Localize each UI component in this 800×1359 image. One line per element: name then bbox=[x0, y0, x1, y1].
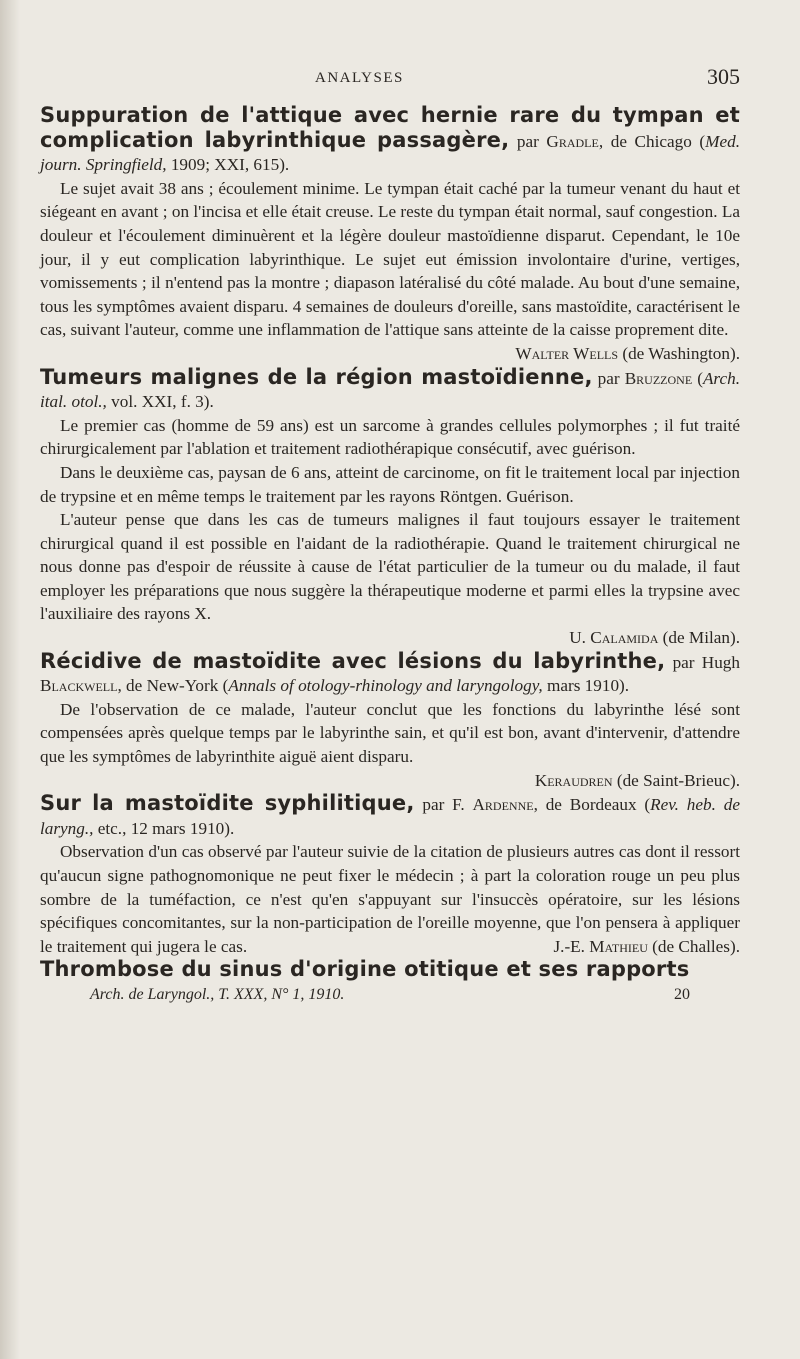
reviewer-signature bbox=[40, 626, 740, 650]
reviewer-place: (de Washington). bbox=[618, 343, 740, 363]
byline-prefix: par bbox=[509, 131, 547, 151]
article-heading bbox=[40, 104, 740, 177]
source-text: ( bbox=[692, 368, 703, 388]
reviewer-place: (de Challes). bbox=[647, 936, 740, 956]
byline-prefix: par Hugh bbox=[665, 652, 740, 672]
source-text: , de Bordeaux ( bbox=[533, 795, 651, 815]
reviewer-name: J.-E. Mathieu bbox=[553, 936, 648, 956]
page-header bbox=[40, 64, 740, 92]
article-heading bbox=[40, 792, 740, 840]
journal-title: Med. journ. Springfield, bbox=[40, 131, 740, 175]
paragraph: Le sujet avait 38 ans ; écoulement minime. Le tympan était caché par la tumeur venant du haut et siégeant en avant ; on l'incisa et elle était creuse. Le reste du tympan était normal, sauf congestion. La douleur et l'écoulement diminuèrent et la légère douleur mastoïdienne disparut. Cependant, le 10e jour, il y eut complication labyrinthique. Le sujet eut émission involontaire d'urine, vertiges, vomissements ; il n'entend pas la montre ; diapason latéralisé du côté malade. Au bout d'une semaine, tous les symptômes avaient disparu. 4 semaines de douleurs d'oreille, sans mastoïdite, caractérisent le cas, suivant l'auteur, comme une inflammation de l'attique sans atteinte de la caisse proprement dite. bbox=[40, 178, 740, 340]
source-text: , de New-York ( bbox=[117, 676, 229, 696]
source-text: , de Chicago ( bbox=[598, 131, 706, 151]
paragraph: De l'observation de ce malade, l'auteur conclut que les fonctions du labyrinthe lésé sont compensées après quelque temps par le labyrinthe sain, et qu'il est bon, avant d'intervenir, d'attendre que les symptômes de labyrinthite aiguë aient disparu. bbox=[40, 699, 740, 767]
author-name: Ardenne bbox=[472, 795, 534, 815]
page-footer bbox=[40, 983, 740, 1007]
page-edge-shadow bbox=[0, 0, 20, 1359]
reviewer-place: (de Milan). bbox=[658, 628, 740, 648]
signature-mark: 20 bbox=[674, 985, 690, 1003]
paragraph: L'auteur pense que dans les cas de tumeurs malignes il faut toujours essayer le traitement chirurgical quand il est possible en l'aidant de la radiothérapie. Quand le traitement chirurgical ne nous donne pas d'espoir de réussite à cause de l'état particulier de la tumeur ou du malade, il faut employer les préparations que nous suggère la thérapeutique moderne et parmi elles la trypsine avec l'auxiliaire des rayons X. bbox=[40, 510, 740, 624]
byline-prefix: par bbox=[592, 368, 625, 388]
reviewer-place: (de Saint-Brieuc). bbox=[612, 770, 740, 790]
paragraph: Dans le deuxième cas, paysan de 6 ans, atteint de carcinome, on fit le traitement local par injection de trypsine et en même temps le traitement par les rayons Röntgen. Guérison. bbox=[40, 462, 740, 506]
article-title: Récidive de mastoïdite avec lésions du labyrinthe, bbox=[40, 648, 666, 673]
reviewer-signature bbox=[40, 769, 740, 793]
author-name: Bruzzone bbox=[624, 368, 693, 388]
paragraph bbox=[40, 840, 740, 958]
running-head: ANALYSES bbox=[315, 70, 404, 86]
source-detail: 1909; XXI, 615). bbox=[166, 155, 290, 175]
article-heading bbox=[40, 650, 740, 698]
article-title: Suppuration de l'attique avec hernie rare du tympan et complication labyrinthique passagère, bbox=[40, 103, 740, 152]
byline-prefix: par F. bbox=[414, 795, 473, 815]
journal-title: Annals of otology-rhinology and laryngology, bbox=[228, 676, 543, 696]
journal-title: Arch. ital. otol., bbox=[40, 368, 741, 412]
page-content bbox=[40, 104, 740, 1007]
reviewer-name: Walter Wells bbox=[515, 343, 619, 363]
article-heading bbox=[40, 366, 740, 414]
reviewer-signature bbox=[533, 935, 740, 959]
source-detail: vol. XXI, f. 3). bbox=[106, 392, 214, 412]
reviewer-signature bbox=[40, 342, 740, 366]
source-detail: etc., 12 mars 1910). bbox=[93, 818, 235, 838]
source-detail: mars 1910). bbox=[542, 676, 630, 696]
paragraph-text: Observation d'un cas observé par l'auteur suivie de la citation de plusieurs autres cas dont il ressort qu'aucun signe pathognomonique ne peut fixer le médecin ; à part la coloration rouge un peu plus sombre de la tuméfaction, ce n'est qu'en s'appuyant sur l'insuccès opératoire, sur les lésions spécifiques concomitantes, sur la non-participation de l'oreille moyenne, que l'on pensera à appliquer le traitement qui jugera le cas. bbox=[40, 842, 740, 956]
author-name: Gradle bbox=[546, 131, 599, 151]
reviewer-name: U. Calamida bbox=[569, 628, 659, 648]
footer-citation: Arch. de Laryngol., T. XXX, N° 1, 1910. bbox=[90, 985, 345, 1003]
article-title: Sur la mastoïdite syphilitique, bbox=[40, 791, 415, 816]
paragraph: Le premier cas (homme de 59 ans) est un sarcome à grandes cellules polymorphes ; il fut traité chirurgicalement par l'ablation et traitement radiothérapique consécutif, avec guérison. bbox=[40, 415, 740, 459]
page-number: 305 bbox=[707, 64, 740, 89]
article-heading bbox=[40, 958, 740, 983]
article-title: Tumeurs malignes de la région mastoïdienne, bbox=[40, 364, 593, 389]
reviewer-name: Keraudren bbox=[534, 770, 613, 790]
article-title: Thrombose du sinus d'origine otitique et ses rapports bbox=[40, 957, 690, 982]
author-name: Blackwell bbox=[40, 676, 118, 696]
journal-title: Rev. heb. de laryng., bbox=[40, 795, 740, 838]
